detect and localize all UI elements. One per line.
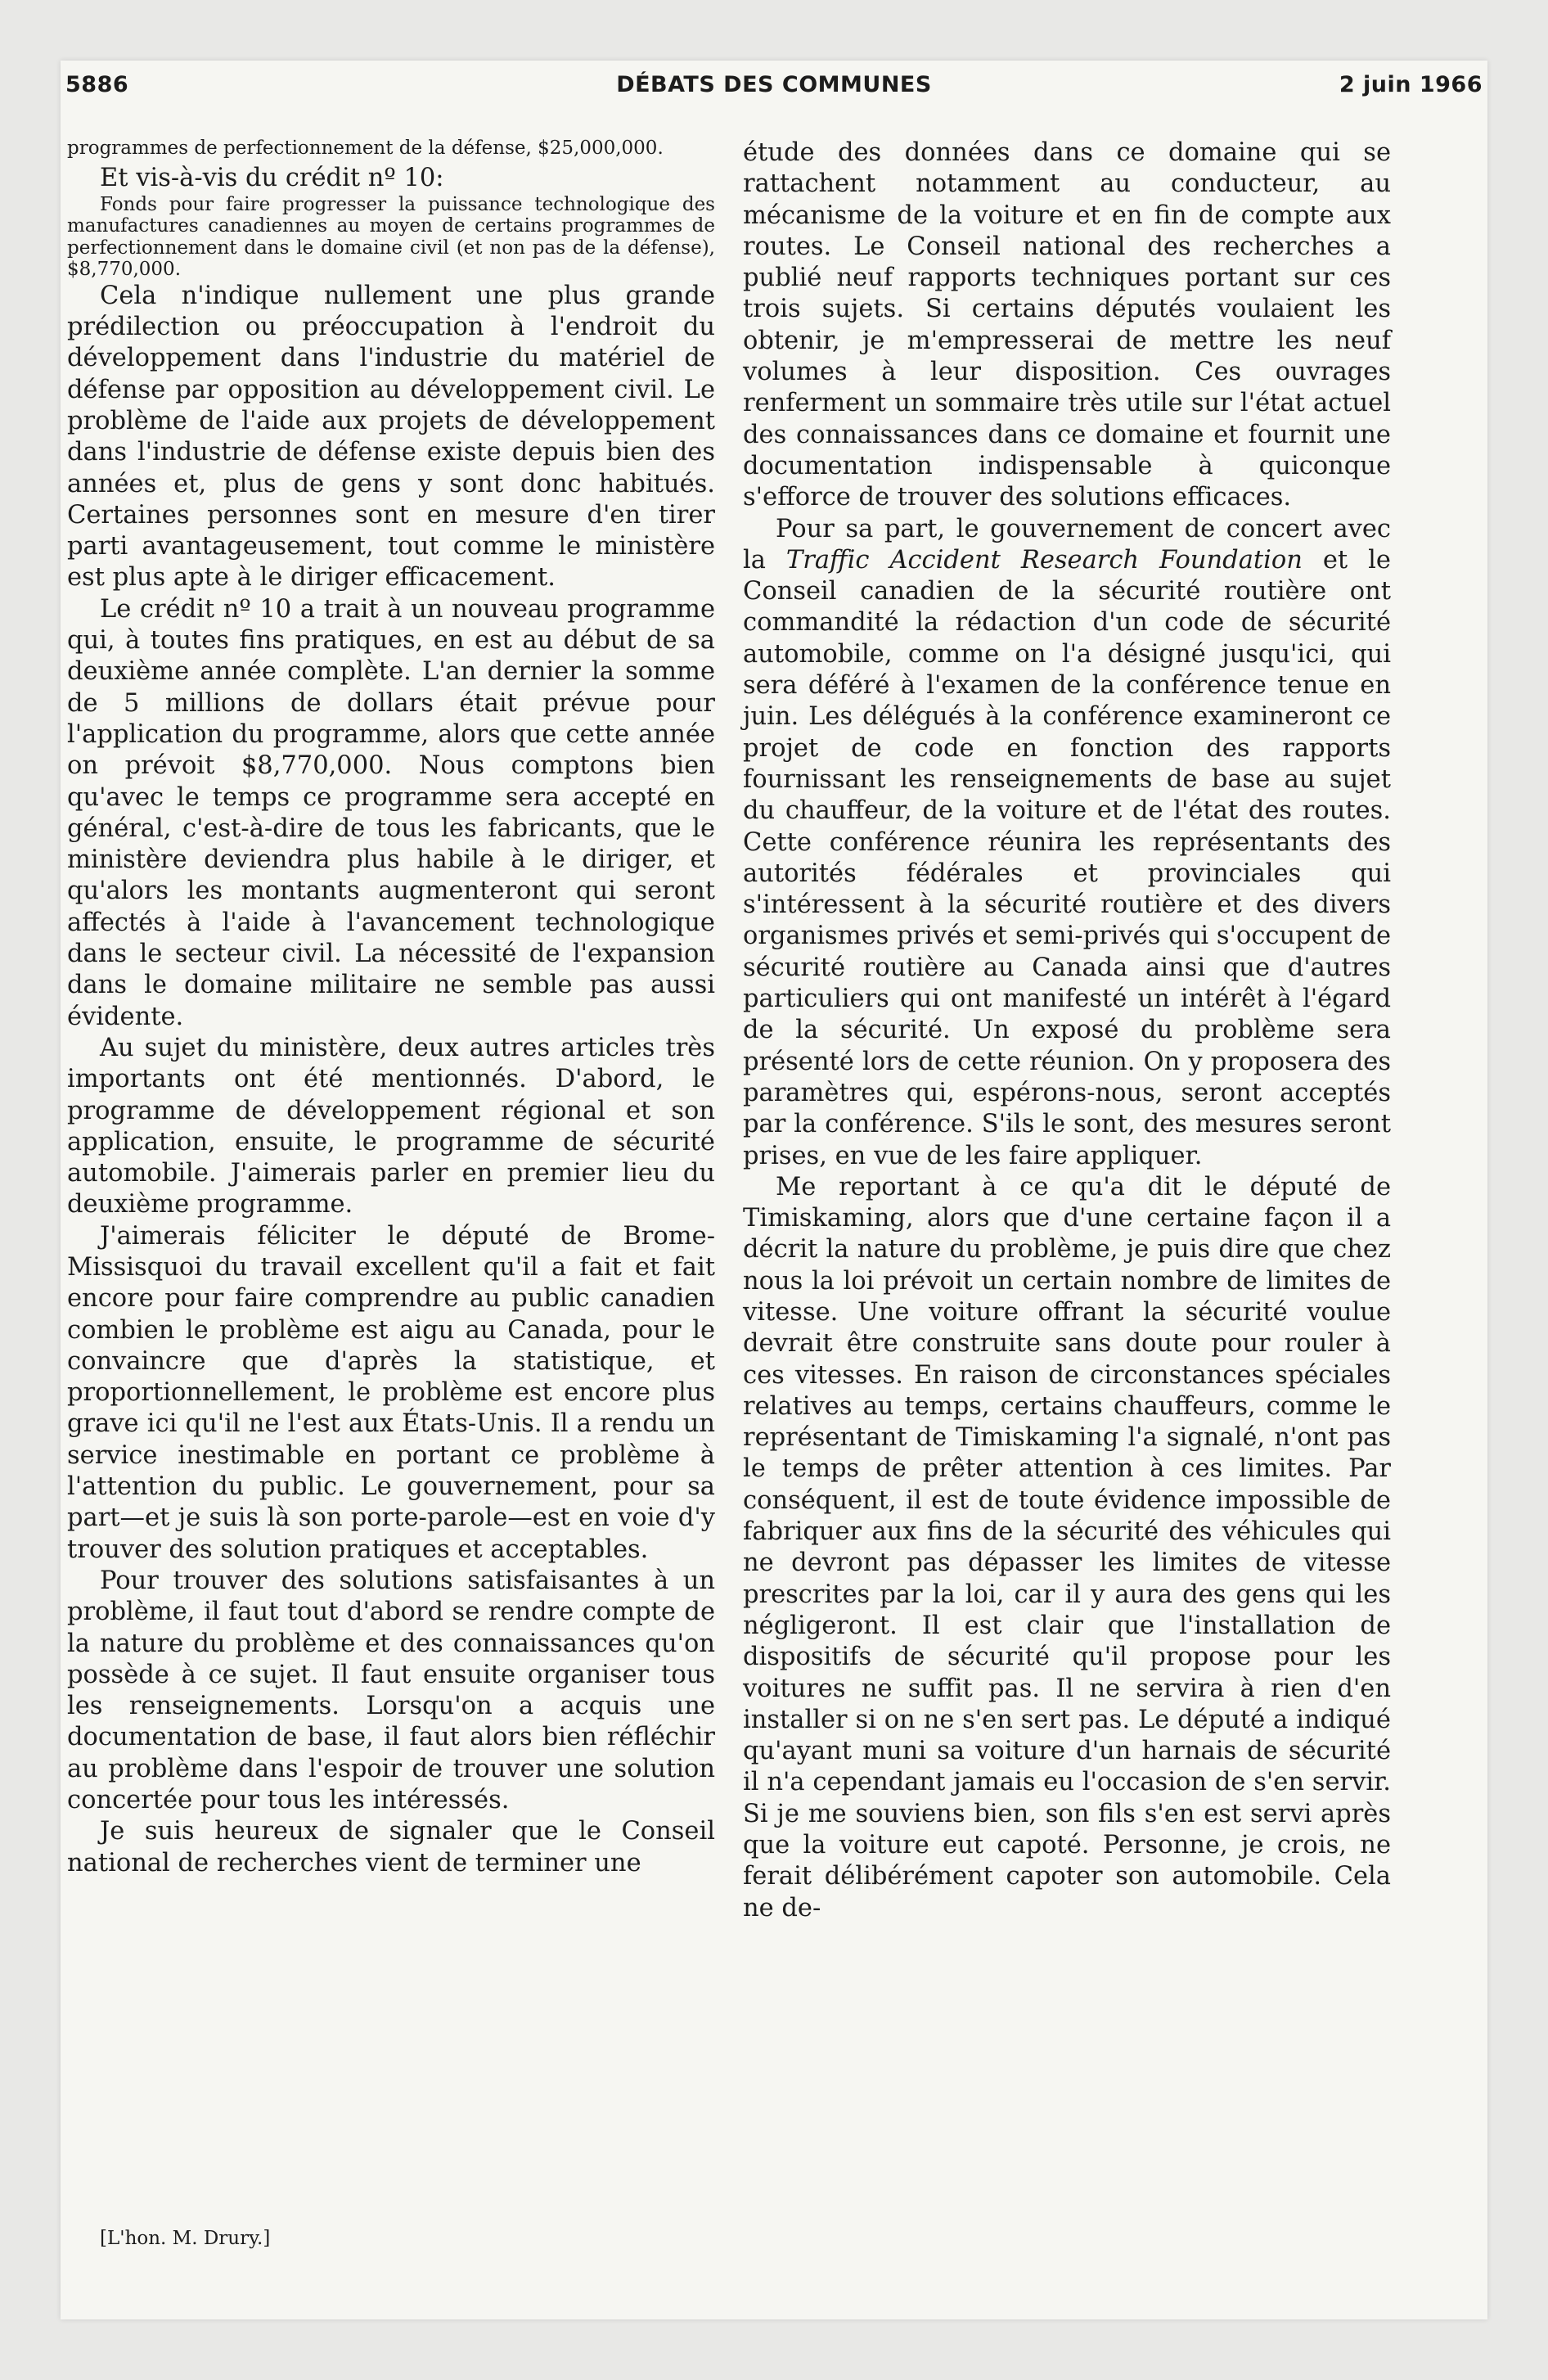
- paragraph: Pour trouver des solutions satisfaisantes à un problème, il faut tout d'abord se rendre compte de la nature du problème et des connaissances qu'on possède à ce sujet. Il faut ensuite organiser tous les renseignements. Lorsqu'on a acquis une documentation de base, il faut alors bien réfléchir au problème dans l'espoir de trouver une solution concertée pour tous les intéressés.: [67, 1566, 715, 1815]
- speaker-attribution: [L'hon. M. Drury.]: [100, 2228, 271, 2249]
- paragraph: étude des données dans ce domaine qui se rattachent notamment au conducteur, au mécanisme de la voiture et en fin de compte aux routes. Le Conseil national des recherches a publié neuf rapports techniques portant sur ces trois sujets. Si certains députés voulaient les obtenir, je m'empresserai de mettre les neuf volumes à leur disposition. Ces ouvrages renferment un sommaire très utile sur l'état actuel des connaissances dans ce domaine et fournit une documentation indispensable à quiconque s'efforce de trouver des solutions efficaces.: [743, 138, 1391, 512]
- paragraph: Me reportant à ce qu'a dit le député de Timiskaming, alors que d'une certaine façon il a décrit la nature du problème, je puis dire que chez nous la loi prévoit un certain nombre de limites de vitesse. Une voiture offrant la sécurité voulue devrait être construite sans doute pour rouler à ces vitesses. En raison de circonstances spéciales relatives au temps, certains chauffeurs, comme le représentant de Timiskaming l'a signalé, n'ont pas le temps de prêter attention à ces limites. Par conséquent, il est de toute évidence impossible de fabriquer aux fins de la sécurité des véhicules qui ne devront pas dépasser les limites de vitesse prescrites par la loi, car il y aura des gens qui les négligeront. Il est clair que l'installation de dispositifs de sécurité qu'il propose pour les voitures ne suffit pas. Il ne servira à rien d'en installer si on ne s'en sert pas. Le député a indiqué qu'ayant muni sa voiture d'un harnais de sécurité il n'a cependant jamais eu l'occasion de s'en servir. Si je me souviens bien, son fils s'en est servi après que la voiture eut capoté. Personne, je crois, ne ferait délibérément capoter son automobile. Cela ne de-: [743, 1172, 1391, 1922]
- publication-title: DÉBATS DES COMMUNES: [616, 72, 932, 97]
- paragraph: Au sujet du ministère, deux autres articles très importants ont été mentionnés. D'abord, le programme de développement régional et son application, ensuite, le programme de sécurité automobile. J'aimerais parler en premier lieu du deuxième programme.: [67, 1033, 715, 1219]
- page-header: [65, 72, 1483, 113]
- issue-date: 2 juin 1966: [1339, 72, 1483, 97]
- paragraph: [743, 514, 1391, 1172]
- text-run: Pour sa part, le gouvernement de concert avec la: [743, 514, 1391, 575]
- foundation-name: Traffic Accident Research Foundation: [785, 545, 1303, 575]
- paragraph: Le crédit nº 10 a trait à un nouveau programme qui, à toutes fins pratiques, en est au début de sa deuxième année complète. L'an dernier la somme de 5 millions de dollars était prévue pour l'application du programme, alors que cette année on prévoit $8,770,000. Nous comptons bien qu'avec le temps ce programme sera accepté en général, c'est-à-dire de tous les fabricants, que le ministère deviendra plus habile à le diriger, et qu'alors les montants augmenteront qui seront affectés à l'aide à l'avancement technologique dans le secteur civil. La nécessité de l'expansion dans le domaine militaire ne semble pas aussi évidente.: [67, 594, 715, 1031]
- paragraph: Je suis heureux de signaler que le Conseil national de recherches vient de terminer une: [67, 1817, 715, 1877]
- page-number: 5886: [65, 72, 129, 97]
- left-column: [67, 137, 715, 1879]
- paragraph: Et vis-à-vis du crédit nº 10:: [100, 163, 444, 192]
- budget-item-quote: Fonds pour faire progresser la puissance technologique des manufactures canadiennes au moyen de certains programmes de perfectionnement dans le domaine civil (et non pas de la défense), $8,770,000.: [67, 193, 715, 281]
- paragraph: Cela n'indique nullement une plus grande prédilection ou préoccupation à l'endroit du développement dans l'industrie du matériel de défense par opposition au développement civil. Le problème de l'aide aux projets de développement dans l'industrie de défense existe depuis bien des années et, plus de gens y sont donc habitués. Certaines personnes sont en mesure d'en tirer parti avantageusement, tout comme le ministère est plus apte à le diriger efficacement.: [67, 281, 715, 593]
- right-column: [743, 137, 1391, 1924]
- text-run: et le Conseil canadien de la sécurité routière ont commandité la rédaction d'un code de sécurité automobile, comme on l'a désigné jusqu'ici, qui sera déféré à l'examen de la conférence tenue en juin. Les délégués à la conférence examineront ce projet de code en fonction des rapports fournissant les renseignements de base au sujet du chauffeur, de la voiture et de l'état des routes. Cette conférence réunira les représentants des autorités fédérales et provinciales qui s'intéressent à la sécurité routière et des divers organismes privés et semi-privés qui s'occupent de sécurité routière au Canada ainsi que d'autres particuliers qui ont manifesté un intérêt à l'égard de la sécurité. Un exposé du problème sera présenté lors de cette réunion. On y proposera des paramètres qui, espérons-nous, seront acceptés par la conférence. S'ils le sont, des mesures seront prises, en vue de les faire appliquer.: [743, 545, 1391, 1170]
- budget-item-continuation: programmes de perfectionnement de la défense, $25,000,000.: [67, 137, 664, 159]
- paragraph: J'aimerais féliciter le député de Brome-Missisquoi du travail excellent qu'il a fait et fait encore pour faire comprendre au public canadien combien le problème est aigu au Canada, pour le convaincre que d'après la statistique, et proportionnellement, le problème est encore plus grave ici qu'il ne l'est aux États-Unis. Il a rendu un service inestimable en portant ce problème à l'attention du public. Le gouvernement, pour sa part—et je suis là son porte-parole—est en voie d'y trouver des solution pratiques et acceptables.: [67, 1221, 715, 1564]
